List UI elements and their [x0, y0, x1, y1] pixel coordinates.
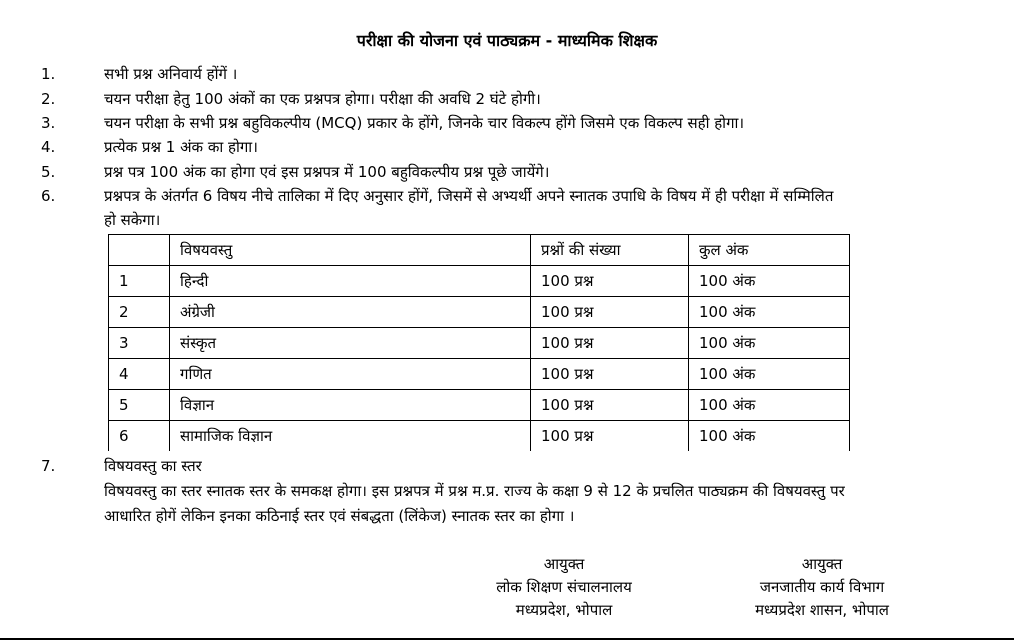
point-2: [0, 88, 1014, 110]
bottom-divider: [0, 638, 1014, 640]
table-cell: 100 अंक: [689, 266, 850, 297]
table-row: [109, 328, 850, 359]
table-row: [109, 390, 850, 421]
point-text: हो सकेगा।: [104, 211, 161, 229]
point-text: आधारित होगें लेकिन इनका कठिनाई स्तर एवं संबद्धता (लिंकेज) स्नातक स्तर का होगा ।: [104, 507, 575, 525]
point-heading: विषयवस्तु का स्तर: [104, 457, 202, 475]
point-number: 2.: [41, 90, 56, 108]
table-cell: हिन्दी: [170, 266, 531, 297]
point-number: 3.: [41, 114, 56, 132]
table-cell: 100 प्रश्न: [531, 359, 689, 390]
point-6-continued: [0, 209, 1014, 231]
table-cell: 100 अंक: [689, 359, 850, 390]
point-number: 7.: [41, 457, 56, 475]
point-5: [0, 161, 1014, 183]
point-7-line-1: [0, 480, 1014, 502]
signature-location: मध्यप्रदेश, भोपाल: [515, 601, 613, 619]
point-4: [0, 136, 1014, 158]
point-text: प्रत्येक प्रश्न 1 अंक का होगा।: [104, 138, 258, 156]
document-title: परीक्षा की योजना एवं पाठ्यक्रम - माध्यमिक शिक्षक: [356, 31, 658, 50]
header-cell: विषयवस्तु: [170, 235, 531, 266]
table-cell: संस्कृत: [170, 328, 531, 359]
table-cell: 100 अंक: [689, 390, 850, 421]
header-cell: [109, 235, 170, 266]
table-cell: 100 प्रश्न: [531, 421, 689, 452]
table-row: [109, 359, 850, 390]
signature-designation: आयुक्त: [543, 555, 585, 573]
signature-block-left: [454, 553, 674, 622]
table-cell: विज्ञान: [170, 390, 531, 421]
point-3: [0, 112, 1014, 134]
point-6: [0, 185, 1014, 207]
table-header-row: [109, 235, 850, 266]
table-cell: अंग्रेजी: [170, 297, 531, 328]
signature-location: मध्यप्रदेश शासन, भोपाल: [755, 601, 889, 619]
table-cell: सामाजिक विज्ञान: [170, 421, 531, 452]
point-text: चयन परीक्षा के सभी प्रश्न बहुविकल्पीय (MCQ) प्रकार के होंगे, जिनके चार विकल्प होंगे जिसमे एक विकल्प सही होगा।: [104, 114, 745, 132]
point-number: 5.: [41, 163, 56, 181]
table-cell: 100 प्रश्न: [531, 328, 689, 359]
point-number: 4.: [41, 138, 56, 156]
point-number: 6.: [41, 187, 56, 205]
point-text: प्रश्नपत्र के अंतर्गत 6 विषय नीचे तालिका में दिए अनुसार होंगें, जिसमें से अभ्यर्थी अपने स्नातक उपाधि के विषय में ही परीक्षा में सम्मिलित: [104, 187, 834, 205]
table-cell: 100 अंक: [689, 297, 850, 328]
header-cell: कुल अंक: [689, 235, 850, 266]
table-row: [109, 421, 850, 452]
point-number: 1.: [41, 65, 56, 83]
table-cell: 100 प्रश्न: [531, 297, 689, 328]
signature-department: लोक शिक्षण संचालनालय: [496, 578, 632, 596]
point-7-line-2: [0, 505, 1014, 527]
table-row: [109, 297, 850, 328]
point-text: विषयवस्तु का स्तर स्नातक स्तर के समकक्ष होगा। इस प्रश्नपत्र में प्रश्न म.प्र. राज्य के कक्षा 9 से 12 के प्रचलित पाठ्यक्रम की विषयवस्तु पर: [104, 482, 845, 500]
point-text: सभी प्रश्न अनिवार्य होंगें ।: [104, 65, 238, 83]
table-cell: 100 अंक: [689, 421, 850, 452]
header-cell: प्रश्नों की संख्या: [531, 235, 689, 266]
signature-department: जनजातीय कार्य विभाग: [759, 578, 885, 596]
table-cell: 4: [109, 359, 170, 390]
table-cell: 100 प्रश्न: [531, 390, 689, 421]
table-row: [109, 266, 850, 297]
subjects-table: [108, 234, 850, 451]
signature-designation: आयुक्त: [801, 555, 843, 573]
table-cell: 100 प्रश्न: [531, 266, 689, 297]
table-cell: 6: [109, 421, 170, 452]
table-cell: 3: [109, 328, 170, 359]
table-cell: 1: [109, 266, 170, 297]
point-text: चयन परीक्षा हेतु 100 अंकों का एक प्रश्नपत्र होगा। परीक्षा की अवधि 2 घंटे होगी।: [104, 90, 541, 108]
table-cell: 2: [109, 297, 170, 328]
point-7: [0, 455, 1014, 477]
point-1: [0, 63, 1014, 85]
table-cell: 100 अंक: [689, 328, 850, 359]
table-cell: 5: [109, 390, 170, 421]
signature-block-right: [712, 553, 932, 622]
point-text: प्रश्न पत्र 100 अंक का होगा एवं इस प्रश्नपत्र में 100 बहुविकल्पीय प्रश्न पूछे जायेंगे।: [104, 163, 550, 181]
table-cell: गणित: [170, 359, 531, 390]
